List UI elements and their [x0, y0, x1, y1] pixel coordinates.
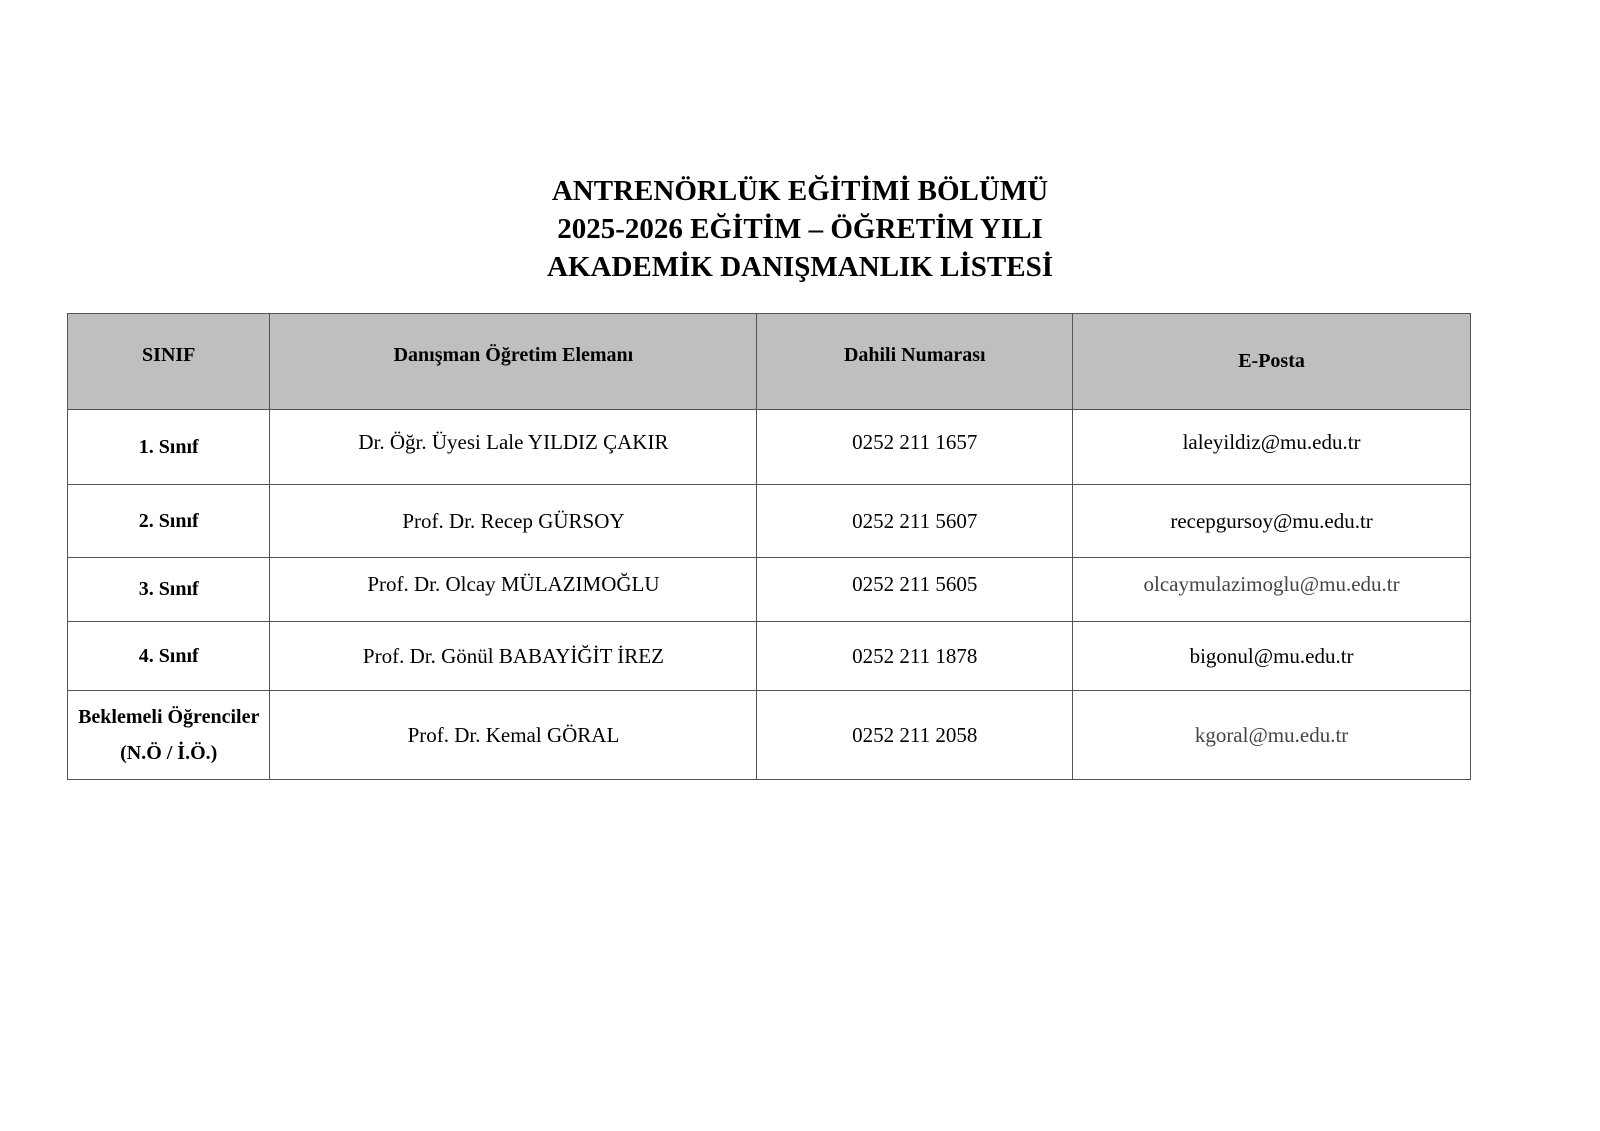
advisor-cell: Prof. Dr. Olcay MÜLAZIMOĞLU — [270, 558, 757, 622]
class-cell: 1. Sınıf — [68, 410, 270, 485]
phone-cell: 0252 211 5605 — [757, 558, 1073, 622]
email-cell: recepgursoy@mu.edu.tr — [1073, 485, 1471, 558]
table-row — [68, 410, 1471, 485]
advisor-cell: Dr. Öğr. Üyesi Lale YILDIZ ÇAKIR — [270, 410, 757, 485]
department-title: ANTRENÖRLÜK EĞİTİMİ BÖLÜMÜ — [551, 175, 1049, 207]
class-cell: 2. Sınıf — [68, 485, 270, 558]
email-cell: laleyildiz@mu.edu.tr — [1073, 410, 1471, 485]
table-row — [68, 485, 1471, 558]
phone-cell: 0252 211 1657 — [757, 410, 1073, 485]
table-row — [68, 622, 1471, 691]
email-cell: bigonul@mu.edu.tr — [1073, 622, 1471, 691]
class-cell: 3. Sınıf — [68, 558, 270, 622]
class-cell: 4. Sınıf — [68, 622, 270, 691]
class-cell-subtitle: (N.Ö / İ.Ö.) — [120, 742, 218, 764]
class-cell — [68, 691, 270, 780]
table-row — [68, 558, 1471, 622]
phone-cell: 0252 211 1878 — [757, 622, 1073, 691]
advisor-cell: Prof. Dr. Recep GÜRSOY — [270, 485, 757, 558]
email-cell: kgoral@mu.edu.tr — [1073, 691, 1471, 780]
class-cell-title: Beklemeli Öğrenciler — [78, 706, 260, 728]
phone-cell: 0252 211 5607 — [757, 485, 1073, 558]
table-row — [68, 691, 1471, 780]
phone-cell: 0252 211 2058 — [757, 691, 1073, 780]
column-header-advisor: Danışman Öğretim Elemanı — [270, 314, 757, 410]
advisor-cell: Prof. Dr. Gönül BABAYİĞİT İREZ — [270, 622, 757, 691]
document-title — [0, 172, 1600, 286]
list-title: AKADEMİK DANIŞMANLIK LİSTESİ — [547, 251, 1053, 283]
table-header-row — [68, 314, 1471, 410]
advisor-cell: Prof. Dr. Kemal GÖRAL — [270, 691, 757, 780]
column-header-class: SINIF — [68, 314, 270, 410]
academic-year-title: 2025-2026 EĞİTİM – ÖĞRETİM YILI — [557, 213, 1043, 245]
column-header-email: E-Posta — [1073, 314, 1471, 410]
column-header-phone: Dahili Numarası — [757, 314, 1073, 410]
email-cell: olcaymulazimoglu@mu.edu.tr — [1073, 558, 1471, 622]
advisor-table — [67, 313, 1471, 780]
